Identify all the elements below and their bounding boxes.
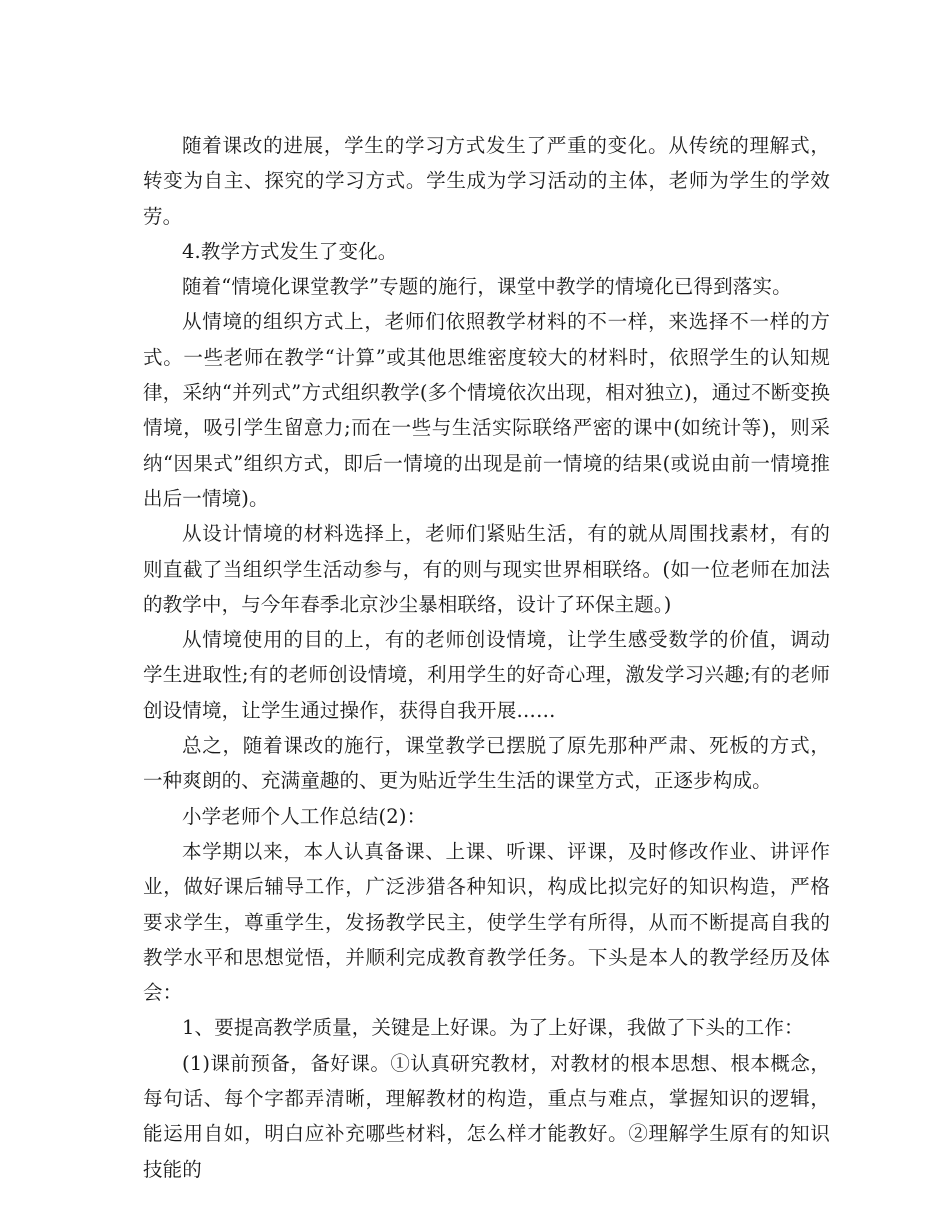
body-text [143, 128, 830, 1187]
paragraph-curriculum-reform: 随着课改的进展，学生的学习方式发生了严重的变化。从传统的理解式，转变为自主、探究的学习方式。学生成为学习活动的主体，老师为学生的学效劳。 [143, 134, 830, 228]
paragraph-conclusion: 总之，随着课改的施行，课堂教学已摆脱了原先那种严肃、死板的方式，一种爽朗的、充满童趣的、更为贴近学生生活的课堂方式，正逐步构成。 [143, 734, 830, 793]
paragraph-lesson-preparation: (1)课前预备，备好课。①认真研究教材，对教材的根本思想、根本概念，每句话、每个字都弄清晰，理解教材的构造，重点与难点，掌握知识的逻辑，能运用自如，明白应补充哪些材料，怎么样才能教好。②理解学生原有的知识技能的 [143, 1051, 830, 1181]
paragraph-teaching-quality: 1、要提高教学质量，关键是上好课。为了上好课，我做了下头的工作： [182, 1016, 804, 1040]
paragraph-material-selection: 从设计情境的材料选择上，老师们紧贴生活，有的就从周围找素材，有的则直截了当组织学生活动参与，有的则与现实世界相联络。(如一位老师在加法的教学中，与今年春季北京沙尘暴相联络，设计了环保主题。) [143, 522, 830, 616]
paragraph-situation-organization: 从情境的组织方式上，老师们依照教学材料的不一样，来选择不一样的方式。一些老师在教学“计算”或其他思维密度较大的材料时，依照学生的认知规律，采纳“并列式”方式组织教学(多个情境依次出现，相对独立)，通过不断变换情境，吸引学生留意力;而在一些与生活实际联络严密的课中(如统计等)，则采纳“因果式”组织方式，即后一情境的出现是前一情境的结果(或说由前一情境推出后一情境)。 [143, 310, 830, 510]
paragraph-situational-teaching: 随着“情境化课堂教学”专题的施行，课堂中教学的情境化已得到落实。 [182, 275, 792, 299]
paragraph-semester-overview: 本学期以来，本人认真备课、上课、听课、评课，及时修改作业、讲评作业，做好课后辅导工作，广泛涉猎各种知识，构成比拟完好的知识构造，严格要求学生，尊重学生，发扬教学民主，使学生学有所得，从而不断提高自我的教学水平和思想觉悟，并顺利完成教育教学任务。下头是本人的教学经历及体会： [143, 839, 830, 1005]
paragraph-situation-purpose: 从情境使用的目的上，有的老师创设情境，让学生感受数学的价值，调动学生进取性;有的老师创设情境，利用学生的好奇心理，激发学习兴趣;有的老师创设情境，让学生通过操作，获得自我开展…… [143, 628, 830, 722]
heading-work-summary-2: 小学老师个人工作总结(2)： [182, 804, 427, 828]
heading-teaching-method-change: 4.教学方式发生了变化。 [182, 239, 398, 263]
